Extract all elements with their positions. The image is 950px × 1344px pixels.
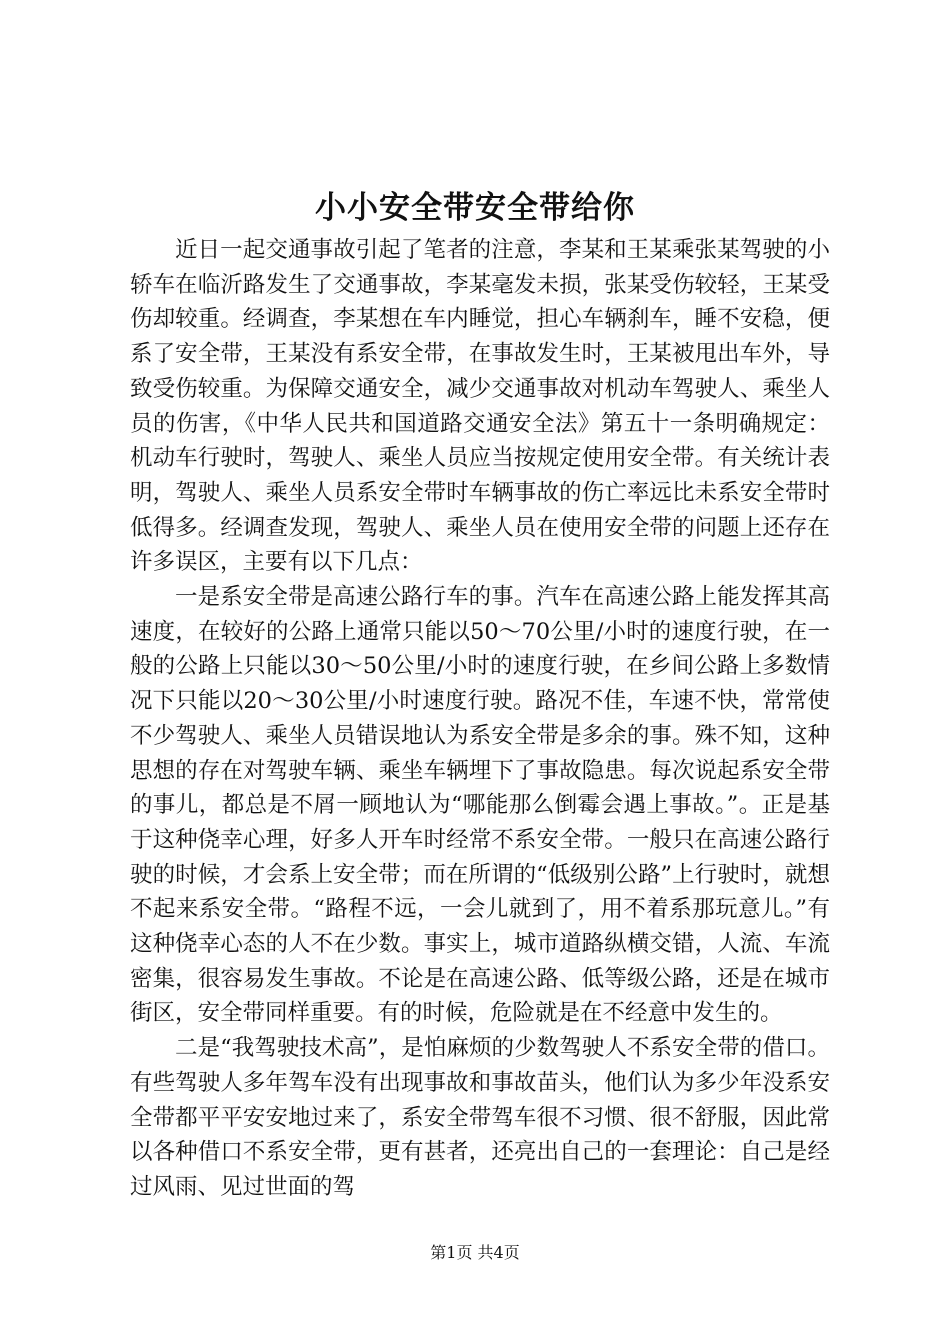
- page-number-footer: 第1页 共4页: [430, 1243, 520, 1262]
- document-body: [130, 233, 830, 1205]
- paragraph-2: 一是系安全带是高速公路行车的事。汽车在高速公路上能发挥其高速度，在较好的公路上通常只能以50～70公里/小时的速度行驶，在一般的公路上只能以30～50公里/小时的速度行驶，在乡间公路上多数情况下只能以20～30公里/小时速度行驶。路况不佳，车速不快，常常使不少驾驶人、乘坐人员错误地认为系安全带是多余的事。殊不知，这种思想的存在对驾驶车辆、乘坐车辆埋下了事故隐患。每次说起系安全带的事儿，都总是不屑一顾地认为“哪能那么倒霉会遇上事故。”。正是基于这种侥幸心理，好多人开车时经常不系安全带。一般只在高速公路行驶的时候，才会系上安全带；而在所谓的“低级别公路”上行驶时，就想不起来系安全带。“路程不远，一会儿就到了，用不着系那玩意儿。”有这种侥幸心态的人不在少数。事实上，城市道路纵横交错，人流、车流密集，很容易发生事故。不论是在高速公路、低等级公路，还是在城市街区，安全带同样重要。有的时候，危险就是在不经意中发生的。: [130, 584, 830, 1027]
- document-title: 小小安全带安全带给你: [315, 190, 635, 226]
- paragraph-1: 近日一起交通事故引起了笔者的注意，李某和王某乘张某驾驶的小轿车在临沂路发生了交通事故，李某毫发未损，张某受伤较轻，王某受伤却较重。经调查，李某想在车内睡觉，担心车辆刹车，睡不安稳，便系了安全带，王某没有系安全带，在事故发生时，王某被甩出车外，导致受伤较重。为保障交通安全，减少交通事故对机动车驾驶人、乘坐人员的伤害，《中华人民共和国道路交通安全法》第五十一条明确规定：机动车行驶时，驾驶人、乘坐人员应当按规定使用安全带。有关统计表明，驾驶人、乘坐人员系安全带时车辆事故的伤亡率远比未系安全带时低得多。经调查发现，驾驶人、乘坐人员在使用安全带的问题上还存在许多误区，主要有以下几点：: [130, 237, 830, 576]
- paragraph-3: 二是“我驾驶技术高”，是怕麻烦的少数驾驶人不系安全带的借口。有些驾驶人多年驾车没有出现事故和事故苗头，他们认为多少年没系安全带都平平安安地过来了，系安全带驾车很不习惯、很不舒服，因此常以各种借口不系安全带，更有甚者，还亮出自己的一套理论：自己是经过风雨、见过世面的驾: [130, 1035, 830, 1200]
